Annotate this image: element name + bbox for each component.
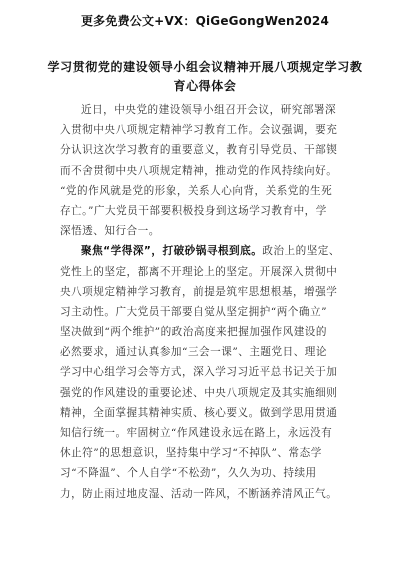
body-line: “党的作风就是党的形象，关系人心向背，关系党的生死 [60, 184, 333, 197]
body-line: 强党的作风建设的重要论述、中央八项规定及其实施细则 [60, 386, 338, 399]
body-line: 党性上的坚定，都离不开理论上的坚定。开展深入贯彻中 [60, 265, 338, 278]
document-body [60, 100, 360, 504]
body-line: 深悟透、知行合一。 [60, 225, 160, 238]
body-line-rest: 政治上的坚定、 [262, 245, 340, 258]
body-line: 入贯彻中央八项规定精神学习教育工作。会议强调，要充 [60, 124, 338, 137]
body-line: 央八项规定精神学习教育，前提是筑牢思想根基，增强学 [60, 285, 338, 298]
body-line: 坚决做到“两个维护”的政治高度来把握加强作风建设的 [60, 326, 327, 339]
body-line: 学习中心组学习会等方式，深入学习习近平总书记关于加 [60, 366, 338, 379]
body-line: 知信行统一。牢固树立“作风建设永远在路上，永远没有 [60, 427, 333, 439]
body-line: 休止符”的思想意识，坚持集中学习“不掉队”、常态学 [60, 447, 322, 460]
body-line: 存亡。”广大党员干部要积极投身到这场学习教育中，学 [60, 204, 327, 217]
body-line: 近日，中央党的建设领导小组召开会议，研究部署深 [81, 104, 337, 116]
body-line: 精神，全面掌握其精神实质、核心要义。做到学思用贯通 [60, 406, 338, 419]
body-line: 而不舍贯彻中央八项规定精神，推动党的作风持续向好。 [60, 164, 338, 177]
document-title-line-1: 学习贯彻党的建设领导小组会议精神开展八项规定学习教 [47, 60, 363, 74]
body-line: 必然要求，通过认真参加“三会一课”、主题党日、理论 [60, 346, 327, 359]
body-line: 习“不降温”、个人自学“不松劲”，久久为功、持续用 [60, 467, 317, 480]
promo-header: 更多免费公文+VX：QiGeGongWen2024 [80, 14, 329, 28]
body-line: 力，防止雨过地皮湿、活动一阵风，不断涵养清风正气。 [60, 487, 338, 500]
body-line: 习主动性。广大党员干部要自觉从坚定拥护“两个确立” [60, 305, 327, 318]
document-title-line-2: 育心得体会 [173, 79, 237, 93]
section-heading: 聚焦“学得深”，打破砂锅寻根到底。 [81, 245, 263, 258]
body-line: 分认识这次学习教育的重要意义，教育引导党员、干部锲 [60, 144, 338, 157]
body-line [60, 241, 360, 261]
